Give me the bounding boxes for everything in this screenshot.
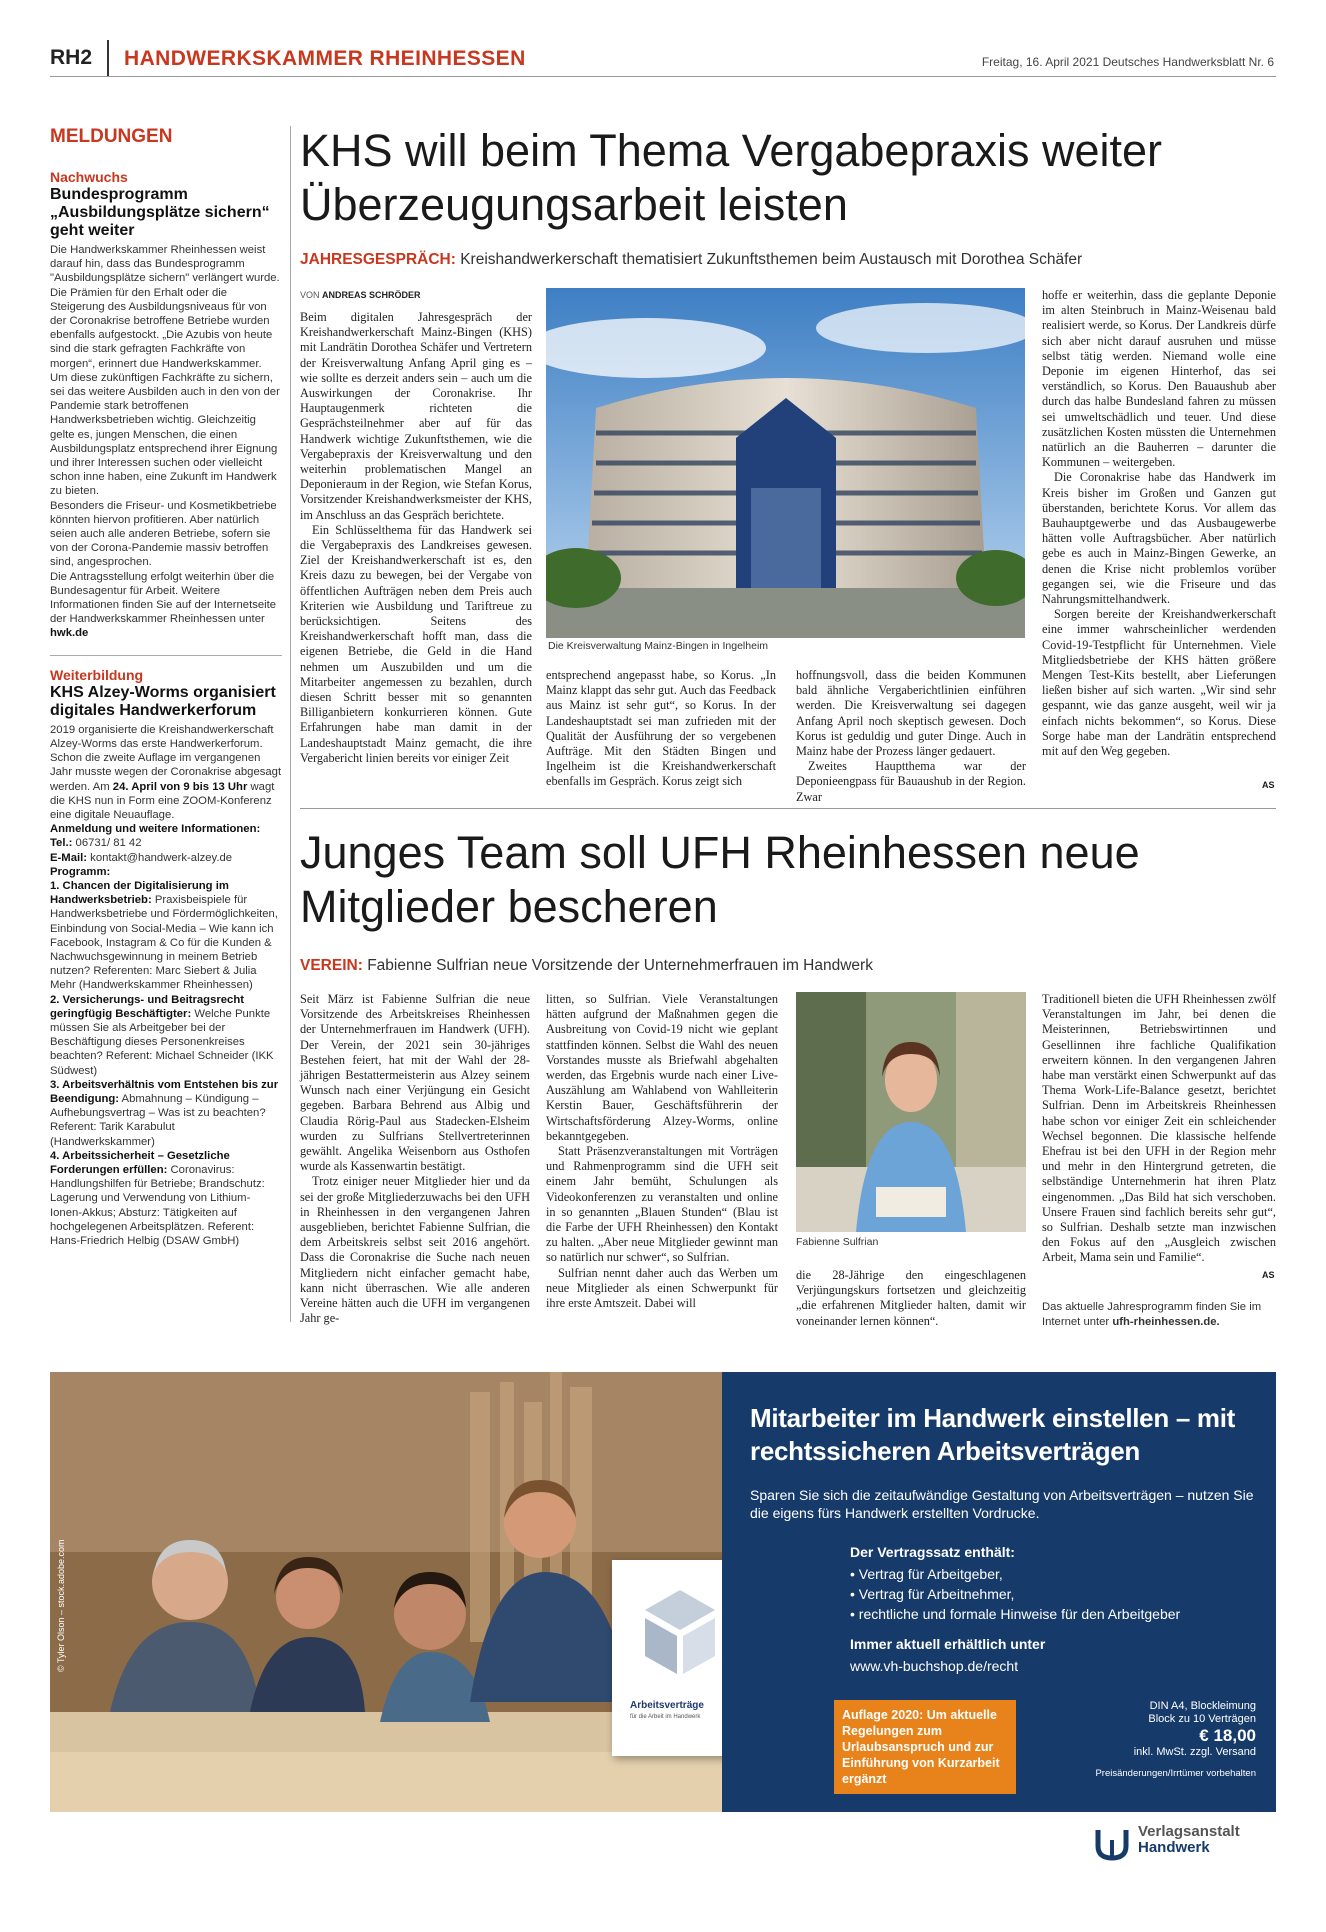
article2-signature: AS [1262, 1270, 1275, 1280]
ad-block-size: Block zu 10 Verträgen [1148, 1713, 1256, 1725]
ad-list-item: • Vertrag für Arbeitgeber, [850, 1566, 1003, 1582]
article2-col2: litten, so Sulfrian. Viele Veranstaltungen hätten aufgrund der Maßnahmen gegen die Ausbreitung von Covid-19 nicht wie geplant stattfinden können. Selbst die Wahl des neuen Vorstandes musste als Briefwahl abgehalten werden, das Ergebnis wurde nach einer Live-Auszählung am Wahlabend von Wahlleiterin Kerstin Bauer, Geschäftsführerin der Wirtschaftsförderung Alzey-Worms, online bekanntgegeben. Statt Präsenzveranstaltungen mit Vorträgen und Rahmenprogramm sind die UFH seit einem Jahr bemüht, Schulungen als Videokonferenzen zu veranstalten und online in so genannten „Blauen Stunden“ (Blau ist die Farbe der UFH Rheinhessen) den Kontakt zu halten. „Aber neue Mitglieder gewinnt man so natürlich nur schwer“, so Sulfrian. Sulfrian nennt daher auch das Werben um neue Mitglieder als einen Schwerpunkt für ihre erste Amtszeit. Dabei will [546, 992, 778, 1311]
ad-photo-credit: © Tyler Olson – stock.adobe.com [56, 1539, 66, 1672]
ad-price-block [1095, 1700, 1256, 1780]
ad-format: DIN A4, Blockleimung [1149, 1700, 1256, 1712]
ufh-link[interactable]: ufh-rheinhessen.de. [1112, 1316, 1220, 1328]
booklet-title: Arbeitsverträge [630, 1700, 704, 1711]
news2-program: Programm: [50, 865, 111, 878]
building-illustration [546, 288, 1025, 638]
article2-subline: VEREIN: Fabienne Sulfrian neue Vorsitzende der Unternehmerfrauen im Handwerk [300, 957, 873, 974]
portrait-photo [796, 992, 1026, 1232]
page-code: RH2 [50, 46, 93, 69]
sidebar-section-title: MELDUNGEN [50, 126, 173, 147]
news1-link[interactable]: hwk.de [50, 627, 89, 640]
issue-meta: Freitag, 16. April 2021 Deutsches Handwerksblatt Nr. 6 [981, 55, 1274, 69]
news2-mail: E-Mail: kontakt@handwerk-alzey.de [50, 851, 233, 864]
mail-link[interactable]: kontakt@handwerk-alzey.de [90, 851, 233, 864]
publisher-logo [1092, 1826, 1134, 1867]
program-item-4: 4. Arbeitssicherheit – Gesetzliche Forderungen erfüllen: Coronavirus: Handlungshilfen für Betriebe; Brandschutz: Lagerung und Verwendung von Lithium-Ionen-Akkus; Absturz: Tätigkeiten auf hochgelegenen Arbeitsplätzen. Referent: Hans-Friedrich Helbig (DSAW GmbH) [50, 1149, 265, 1247]
article2-col3: die 28-Jährige den eingeschlagenen Verjüngungskurs fortsetzen und gleichzeitig „die erfahrenen Mitglieder halten, damit wir voneinander lernen können“. [796, 1268, 1026, 1328]
ad-price: € 18,00 [1199, 1726, 1256, 1745]
ad-list-item: • rechtliche und formale Hinweise für den Arbeitgeber [850, 1606, 1181, 1622]
sidebar-rule [50, 655, 282, 656]
ad-list-item: • Vertrag für Arbeitnehmer, [850, 1586, 1015, 1602]
news2-tel: Tel.: 06731/ 81 42 [50, 837, 142, 850]
news2-headline: KHS Alzey-Worms organisiert digitales Handwerkerforum [50, 683, 276, 719]
article1-signature: AS [1262, 780, 1275, 790]
building-caption: Die Kreisverwaltung Mainz-Bingen in Ingelheim [548, 640, 769, 652]
booklet-subtitle: für die Arbeit im Handwerk [630, 1714, 701, 1720]
article1-headline: KHS will beim Thema Vergabepraxis weiter Überzeugungsarbeit leisten [300, 125, 1163, 230]
portrait-caption: Fabienne Sulfrian [796, 1236, 879, 1248]
news1-body: Die Handwerkskammer Rheinhessen weist darauf hin, dass das Bundesprogramm "Ausbildungsplätze sichern" verlängert wurde. Die Prämien für den Erhalt oder die Steigerung des Ausbildungsniveaus für von der Coronakrise betroffene Betriebe wurden ebenfalls aufgestockt. „Die Azubis von heute sind die stark gefragten Fachkräfte von morgen“, erinnert due Handwerkskammer. Um diese zukünftigen Fachkräfte zu sichern, sei das weitere Ausbilden auch in den von der Pandemie stark betroffenen Handwerksbetrieben wichtig. Gleichzeitig gelte es, jungen Menschen, die einen Ausbildungsplatz entsprechend ihrer Eignung und ihrer Interessen suchen oder vielleicht schon inne haben, eine Zukunft im Handwerk zu bieten. [50, 244, 280, 498]
ad-available-title: Immer aktuell erhältlich unter [850, 1636, 1046, 1652]
program-item-1: 1. Chancen der Digitalisierung im Handwerksbetrieb: Praxisbeispiele für Handwerksbetriebe und Fördermöglichkeiten, Einbindung von Social-Media – Wie kann ich Facebook, Instagram & Co für die Kunden & Nachwuchsgewinnung in meinem Betrieb nutzen? Referenten: Marc Siebert & Julia Mehr (Handwerkskammer Rheinhessen) [50, 879, 278, 992]
ad-badge-text: Um aktuelle Regelungen zum Urlaubsanspruch und zur Einführung von Kurzarbeit ergänzt [842, 1708, 1000, 1786]
publisher-name: Verlagsanstalt Handwerk [1138, 1823, 1240, 1856]
ad-shop-url[interactable]: www.vh-buchshop.de/recht [850, 1658, 1019, 1674]
article1-col2: entsprechend angepasst habe, so Korus. „In Mainz klappt das sehr gut. Auch das Feedback aus Mainz ist sehr gut“, so Korus. In der Landeshauptstadt sei man zufrieden mit der Qualität der Ausführung der so vergebenen Aufträge. Mit den Städten Bingen und Ingelheim ist die Kreishandwerkerschaft ebenfalls im Gespräch. Korus zeigt sich [546, 668, 776, 789]
header-rule [50, 76, 1276, 77]
article1-subline: JAHRESGESPRÄCH: Kreishandwerkerschaft thematisiert Zukunftsthemen beim Austausch mit Dorothea Schäfer [300, 251, 1083, 268]
news1-body: Besonders die Friseur- und Kosmetikbetriebe könnten hiervon profitieren. Aber natürlich seien auch alle anderen Betriebe, sofern sie von der Corona-Pandemie massiv betroffen sind, angesprochen. [50, 499, 277, 569]
portrait-illustration [796, 992, 1026, 1232]
ad-vat: inkl. MwSt. zzgl. Versand [1133, 1746, 1256, 1758]
article2-note: Das aktuelle Jahresprogramm finden Sie im Internet unter ufh-rheinhessen.de. [1042, 1301, 1262, 1328]
news2-body: 2019 organisierte die Kreishandwerkerschaft Alzey-Worms das erste Handwerkerforum. Schon die zweite Auflage im vergangenen Jahr musste wegen der Coronakrise abgesagt werden. Am 24. April von 9 bis 13 Uhr wagt die KHS nun in Form eine ZOOM-Konferenz eine digitale Neuauflage. [50, 723, 282, 821]
article2-col4: Traditionell bieten die UFH Rheinhessen zwölf Veranstaltungen im Jahr, bei denen die Meisterinnen, Betriebswirtinnen und Gesellinnen ihre fachliche Qualifikation erweitern können. In den vergangenen Jahren habe man verstärkt einen Schwerpunkt auf das Thema Work-Life-Balance gesetzt, berichtet Sulfrian. Denn im Arbeitskreis Rheinhessen habe schon vor einiger Zeit ein schleichender Wechsel begonnen. Die klassische helfende Ehefrau ist bei den UFH in der Region mehr und mehr in den Hintergrund getreten, die selbständige Unternehmerin hat ihren Platz eingenommen. „Das Bild hat sich verschoben. Unsere Frauen sind fachlich bereits sehr gut“, so Sulfrian. Deshalb setzte man inzwischen den Fokus auf den „Ausgleich zwischen Arbeit, Mama sein und Familie“. [1042, 992, 1276, 1265]
article1-col1: Beim digitalen Jahresgespräch der Kreishandwerkerschaft Mainz-Bingen (KHS) mit Landrätin Dorothea Schäfer und Vertretern der Kreisverwaltung Anfang April ging es – wie sollte es derzeit anders sein – auch um die Auswirkungen der Coronakrise. Ihr Hauptaugenmerk richteten die Gesprächsteilnehmer aber auf für das Handwerk wichtige Zukunftsthemen, wie die Vergabepraxis der Kreisverwaltung und den weiterhin problematischen Mangel an Deponieraum in der Region, wie Stefan Korus, Vorsitzender Kreishandwerksmeister der KHS, im Anschluss an das Gespräch berichtete. Ein Schlüsselthema für das Handwerk sei die Vergabepraxis des Landkreises gewesen. Ziel der Kreishandwerkerschaft ist es, den Kreis dazu zu bewegen, bei der Vergabe von öffentlichen Aufträgen neben dem Preis auch Kriterien wie Ausbildung und Tariftreue zu berücksichtigen. Seitens des Kreishandwerkerschaft hofft man, dass die eigenen Betriebe, die Geld in die Hand nehmen um Auszubilden und um die Mitarbeiter angemessen zu bezahlen, durch diesen Schritt besser mit so genannten Billiganbietern konkurrieren können. Gute Erfahrungen habe man damit in der Landeshauptstadt Mainz gemacht, die ihre Vergabericht linien bereits vor einiger Zeit [300, 310, 532, 765]
column-divider [290, 126, 291, 1322]
ad-disclaimer: Preisänderungen/Irrtümer vorbehalten [1095, 1768, 1256, 1779]
ad-badge-lead: Auflage 2020: [842, 1708, 924, 1722]
section-title: HANDWERKSKAMMER RHEINHESSEN [124, 47, 526, 70]
news2-contact: Anmeldung und weitere Informationen: [50, 823, 261, 836]
header-divider [107, 40, 109, 76]
article2-col1: Seit März ist Fabienne Sulfrian die neue Vorsitzende des Arbeitskreises Rheinhessen der Unternehmerfrauen im Handwerk (UFH). Der Verein, der 2021 sein 30-jähriges Bestehen feiert, hat mit der Wahl der 28-jährigen Bestattermeisterin aus Alzey seinem Wunsch nach einer Verjüngung ein Gesicht gegeben. Barbara Behrend aus Albig und Claudia Rörig-Paul aus Stadecken-Elsheim wurden zu Sulfrians Stellvertreterinnen gewählt. Angelika Weisenborn aus Osthofen wurde als Kassenwartin bestätigt. Trotz einiger neuer Mitglieder hier und da sei der große Mitgliederzuwachs bei den UFH in Rheinhessen in den vergangenen Jahren ausgeblieben, berichtet Fabienne Sulfrian, die dem Arbeitskreis selbst seit 2016 angehört. Dass die Coronakrise die Suche nach neuen Mitgliedern nicht einfacher gemacht habe, kann nicht überraschen. Wie alle anderen Vereine hätten auch die UFH im vergangenen Jahr ge- [300, 992, 530, 1326]
news1-kicker: Nachwuchs [50, 169, 128, 185]
news1-body: Die Antragsstellung erfolgt weiterhin über die Bundesagentur für Arbeit. Weitere Informationen finden Sie auf der Internetseite der Handwerkskammer Rheinhessen unter hwk.de [50, 570, 277, 640]
article1-byline: VON ANDREAS SCHRÖDER [300, 290, 421, 300]
ad-headline: Mitarbeiter im Handwerk einstellen – mit rechtssicheren Arbeitsverträgen [750, 1403, 1236, 1466]
article1-col4: hoffe er weiterhin, dass die geplante Deponie im alten Steinbruch in Mainz-Weisenau bald realisiert werde, so Korus. Der Landkreis dürfe sich aber nicht darauf ausruhen und müsse selbst tätig werden. Niemand wolle eine Deponie im eigenen Hinterhof, das sei verständlich, so Korus. Den Bauaushub aber durch das halbe Bundesland fahren zu müssen sei umweltschädlich und teuer. Und diese zusätzlichen Kosten müssten die Unternehmen natürlich an die Bauherren – darunter die Kommunen – weitergeben. Die Coronakrise habe das Handwerk im Kreis bisher im Großen und Ganzen gut überstanden, berichtete Korus. Vor allem das Bauhauptgewerbe und das Ausbaugewerbe hätten volle Auftragsbücher. Aber natürlich gebe es auch in Mainz-Bingen Gewerke, an denen die Krise nicht problemlos vorüber gegangen sei, wie die Friseure und das Nahrungsmittelhandwerk. Sorgen bereite der Kreishandwerkerschaft eine immer wahrscheinlicher werdenden Covid-19-Testpflicht für Unternehmen. Viele Mitgliedsbetriebe der KHS hätten größere Mengen Test-Kits bestellt, aber Lieferungen ließen bisher auf sich warten. „Wir sind sehr gespannt, wie das ganze ausgeht, weil wir ja einfach nichts bekommen“, so Korus. Diese Sorge habe man der Landrätin entsprechend mit auf den Weg gegeben. [1042, 288, 1276, 759]
article1-col3: hoffnungsvoll, dass die beiden Kommunen bald ähnliche Vergaberichtlinien einführen werden. Die Kreisverwaltung sei dagegen Anfang April noch skeptisch gewesen. Doch Korus ist geduldig und guter Dinge. Auch in Mainz habe der Prozess länger gedauert. Zweites Hauptthema war der Deponieengpass für Bauaushub in der Region. Zwar [796, 668, 1026, 804]
program-item-3: 3. Arbeitsverhältnis vom Entstehen bis zur Beendigung: Abmahnung – Kündigung – Aufhebungsvertrag – Was ist zu beachten? Referent: Tarik Karabulut (Handwerkskammer) [50, 1078, 279, 1148]
ad-list-title: Der Vertragssatz enthält: [850, 1544, 1015, 1560]
sidebar [50, 126, 282, 1248]
building-photo [546, 288, 1025, 638]
news1-headline: Bundesprogramm „Ausbildungsplätze sichern“ geht weiter [50, 186, 270, 239]
ad-list [850, 1564, 1180, 1624]
article-rule [300, 808, 1276, 809]
ad-badge [834, 1700, 1016, 1794]
news2-kicker: Weiterbildung [50, 666, 144, 683]
article2-headline: Junges Team soll UFH Rheinhessen neue Mitglieder bescheren [300, 827, 1140, 932]
publisher-logo-icon [1092, 1826, 1134, 1862]
ad-intro: Sparen Sie sich die zeitaufwändige Gestaltung von Arbeitsverträgen – nutzen Sie die eigens fürs Handwerk erstellten Vordrucke. [750, 1487, 1254, 1521]
program-item-2: 2. Versicherungs- und Beitragsrecht geringfügig Beschäftigter: Welche Punkte müssen Sie als Arbeitgeber bei der Beschäftigung dieses Personenkreises beachten? Referent: Michael Schneider (IKK Südwest) [50, 993, 274, 1077]
